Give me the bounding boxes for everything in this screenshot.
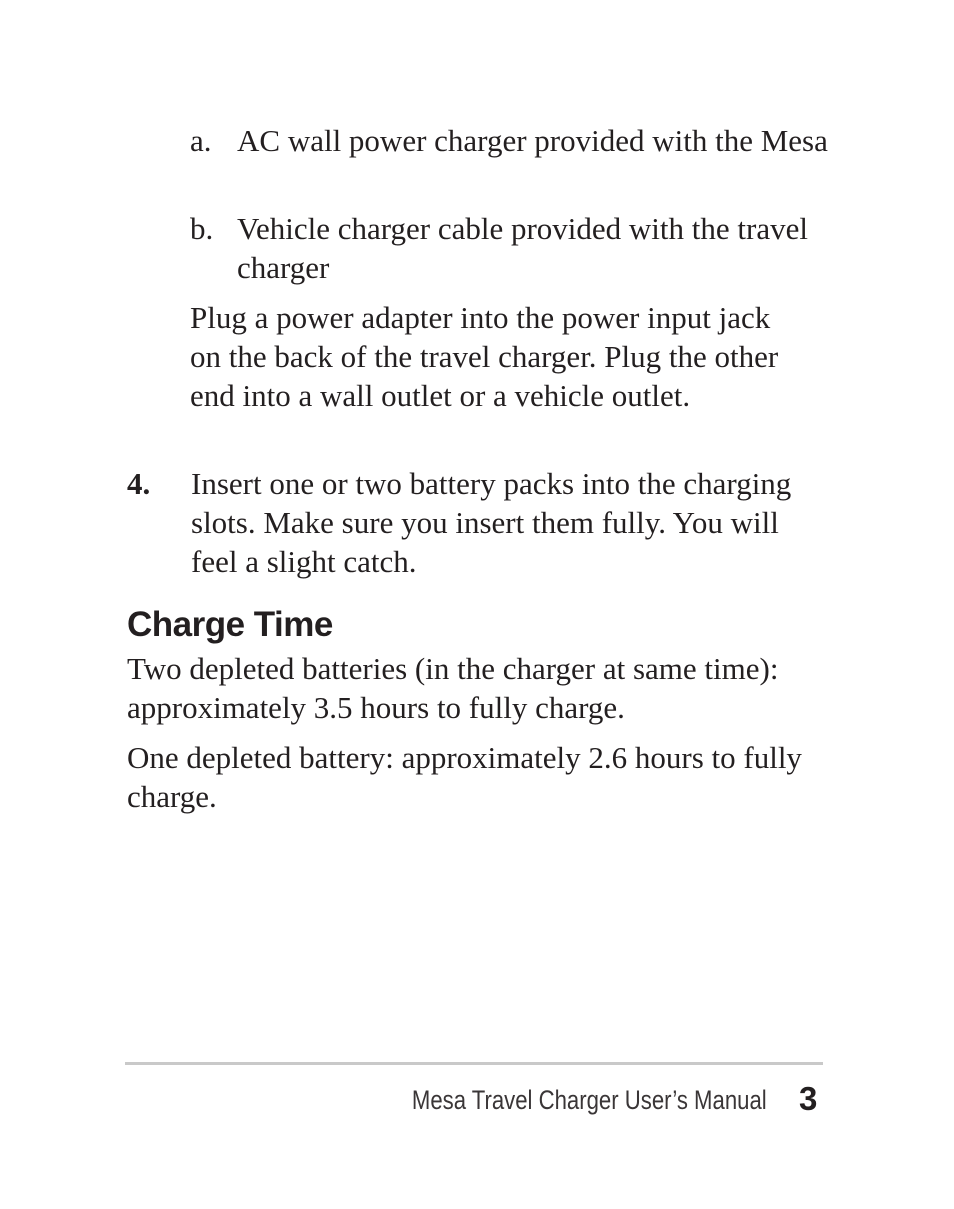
sub-item-b [190,209,830,287]
step-text: Insert one or two battery packs into the charging slots. Make sure you insert them fully. You will feel a slight catch. [191,466,792,579]
charge-time-paragraph-1: Two depleted batteries (in the charger at same time): approximately 3.5 hours to fully charge. [127,651,779,725]
step-4 [127,464,827,581]
sub-item-a [190,121,830,160]
footer-divider [125,1062,823,1065]
step-number: 4. [127,466,151,501]
sub-item-marker: b. [190,211,214,246]
footer-title: Mesa Travel Charger User’s Manual [412,1085,767,1115]
sub-item-text: Vehicle charger cable provided with the travel charger [237,211,808,285]
charge-time-paragraph-2: One depleted battery: approximately 2.6 hours to fully charge. [127,740,802,814]
section-heading: Charge Time [127,605,333,644]
sub-item-text: AC wall power charger provided with the Mesa [237,123,828,158]
sub-item-marker: a. [190,123,212,158]
plug-paragraph: Plug a power adapter into the power input jack on the back of the travel charger. Plug the other end into a wall outlet or a vehicle outlet. [190,300,779,413]
page-number: 3 [799,1080,818,1117]
